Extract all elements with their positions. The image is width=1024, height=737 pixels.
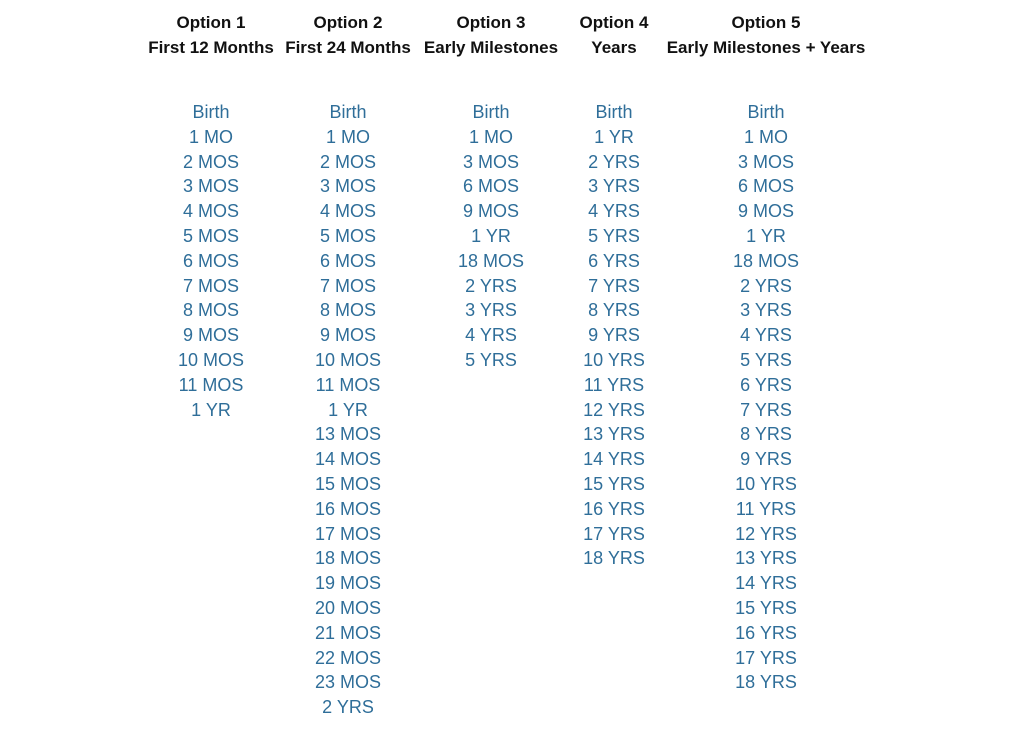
schedule-entry: 3 YRS [588,176,640,197]
option-1-subtitle: First 12 Months [148,38,274,57]
schedule-entry: 3 YRS [740,300,792,321]
option-2-column [283,10,413,720]
option-3-schedule-list [421,100,561,373]
schedule-entry: 5 YRS [588,225,640,246]
schedule-entry: 19 MOS [314,573,382,594]
schedule-entry: 10 MOS [177,349,245,370]
schedule-entry: 17 MOS [314,523,382,544]
schedule-entry: 14 MOS [314,449,382,470]
schedule-entry: 4 MOS [319,201,376,222]
schedule-entry: 8 MOS [182,300,239,321]
schedule-entry: 3 MOS [182,176,239,197]
schedule-entry: 9 YRS [588,325,640,346]
option-4-subtitle: Years [591,38,637,57]
schedule-entry: 5 MOS [182,225,239,246]
schedule-entry: 10 MOS [314,349,382,370]
schedule-entry: 7 YRS [588,275,640,296]
schedule-entry: 6 MOS [737,176,794,197]
option-3-column [421,10,561,373]
schedule-entry: 4 MOS [182,201,239,222]
schedule-entry: 5 YRS [465,349,517,370]
schedule-entry: 7 YRS [740,399,792,420]
schedule-entry: Birth [329,102,367,122]
schedule-entry: 14 YRS [583,449,645,470]
schedule-entry: 11 YRS [735,498,797,519]
schedule-entry: 18 YRS [583,548,645,569]
option-1-schedule-list [146,100,276,422]
option-4-title: Option 4 [579,13,649,32]
schedule-entry: 12 YRS [735,523,797,544]
option-2-title: Option 2 [313,13,383,32]
schedule-entry: 6 MOS [182,250,239,271]
schedule-entry: 3 YRS [465,300,517,321]
schedule-entry: 8 YRS [740,424,792,445]
schedule-entry: 15 YRS [583,473,645,494]
option-1-column [146,10,276,422]
schedule-entry: 11 MOS [315,374,381,395]
schedule-entry: 5 YRS [740,349,792,370]
schedule-entry: 4 YRS [740,325,792,346]
schedule-entry: 13 YRS [735,548,797,569]
schedule-entry: 18 YRS [735,672,797,693]
schedule-entry: 1 MO [188,126,233,147]
schedule-entry: 10 YRS [735,473,797,494]
schedule-entry: 6 YRS [588,250,640,271]
schedule-entry: 1 YR [594,126,634,147]
schedule-entry: 1 YR [746,225,786,246]
schedule-entry: 8 YRS [588,300,640,321]
schedule-entry: 2 MOS [319,151,376,172]
schedule-entry: 8 MOS [319,300,376,321]
option-5-title: Option 5 [731,13,801,32]
schedule-entry: 9 MOS [462,201,519,222]
schedule-entry: 17 YRS [735,647,797,668]
schedule-entry: 13 MOS [314,424,382,445]
schedule-entry: 2 YRS [588,151,640,172]
schedule-entry: Birth [472,102,510,122]
schedule-entry: 3 MOS [319,176,376,197]
schedule-entry: 12 YRS [583,399,645,420]
schedule-entry: 15 YRS [735,597,797,618]
schedule-entry: 20 MOS [314,597,382,618]
schedule-entry: 16 YRS [583,498,645,519]
schedule-entry: 1 YR [191,399,231,420]
schedule-entry: 18 MOS [314,548,382,569]
schedule-entry: Birth [192,102,230,122]
schedule-entry: 9 MOS [737,201,794,222]
option-5-column [666,10,866,695]
schedule-entry: 4 YRS [465,325,517,346]
schedule-entry: 13 YRS [583,424,645,445]
schedule-entry: 23 MOS [314,672,382,693]
schedule-entry: 2 YRS [322,697,374,718]
option-5-subtitle: Early Milestones + Years [666,38,866,57]
schedule-entry: 14 YRS [735,573,797,594]
schedule-entry: 10 YRS [583,349,645,370]
option-4-column [569,10,659,571]
schedule-entry: 16 MOS [314,498,382,519]
schedule-entry: 9 MOS [182,325,239,346]
schedule-entry: 1 YR [328,399,368,420]
schedule-entry: 7 MOS [319,275,376,296]
option-1-title: Option 1 [176,13,246,32]
schedule-entry: 21 MOS [314,622,382,643]
option-2-subtitle: First 24 Months [285,38,411,57]
schedule-entry: Birth [595,102,633,122]
schedule-entry: 22 MOS [314,647,382,668]
schedule-entry: 1 MO [325,126,370,147]
schedule-entry: 11 YRS [583,374,645,395]
schedule-entry: 4 YRS [588,201,640,222]
option-3-title: Option 3 [456,13,526,32]
schedule-entry: 16 YRS [735,622,797,643]
option-4-schedule-list [569,100,659,571]
schedule-entry: 3 MOS [462,151,519,172]
schedule-entry: 2 MOS [182,151,239,172]
schedule-entry: 1 YR [471,225,511,246]
schedule-entry: 15 MOS [314,473,382,494]
schedule-entry: 9 MOS [319,325,376,346]
schedule-entry: 2 YRS [740,275,792,296]
schedule-entry: 2 YRS [465,275,517,296]
schedule-entry: 1 MO [743,126,788,147]
schedule-entry: 18 MOS [457,250,525,271]
schedule-entry: 17 YRS [583,523,645,544]
option-2-schedule-list [283,100,413,720]
schedule-entry: 9 YRS [740,449,792,470]
schedule-entry: 7 MOS [182,275,239,296]
schedule-entry: 6 YRS [740,374,792,395]
schedule-entry: 5 MOS [319,225,376,246]
schedule-entry: 6 MOS [319,250,376,271]
option-3-subtitle: Early Milestones [423,38,559,57]
schedule-entry: 1 MO [468,126,513,147]
option-5-schedule-list [666,100,866,695]
schedule-entry: 11 MOS [178,374,244,395]
schedule-entry: Birth [747,102,785,122]
schedule-entry: 18 MOS [732,250,800,271]
schedule-entry: 6 MOS [462,176,519,197]
schedule-entry: 3 MOS [737,151,794,172]
